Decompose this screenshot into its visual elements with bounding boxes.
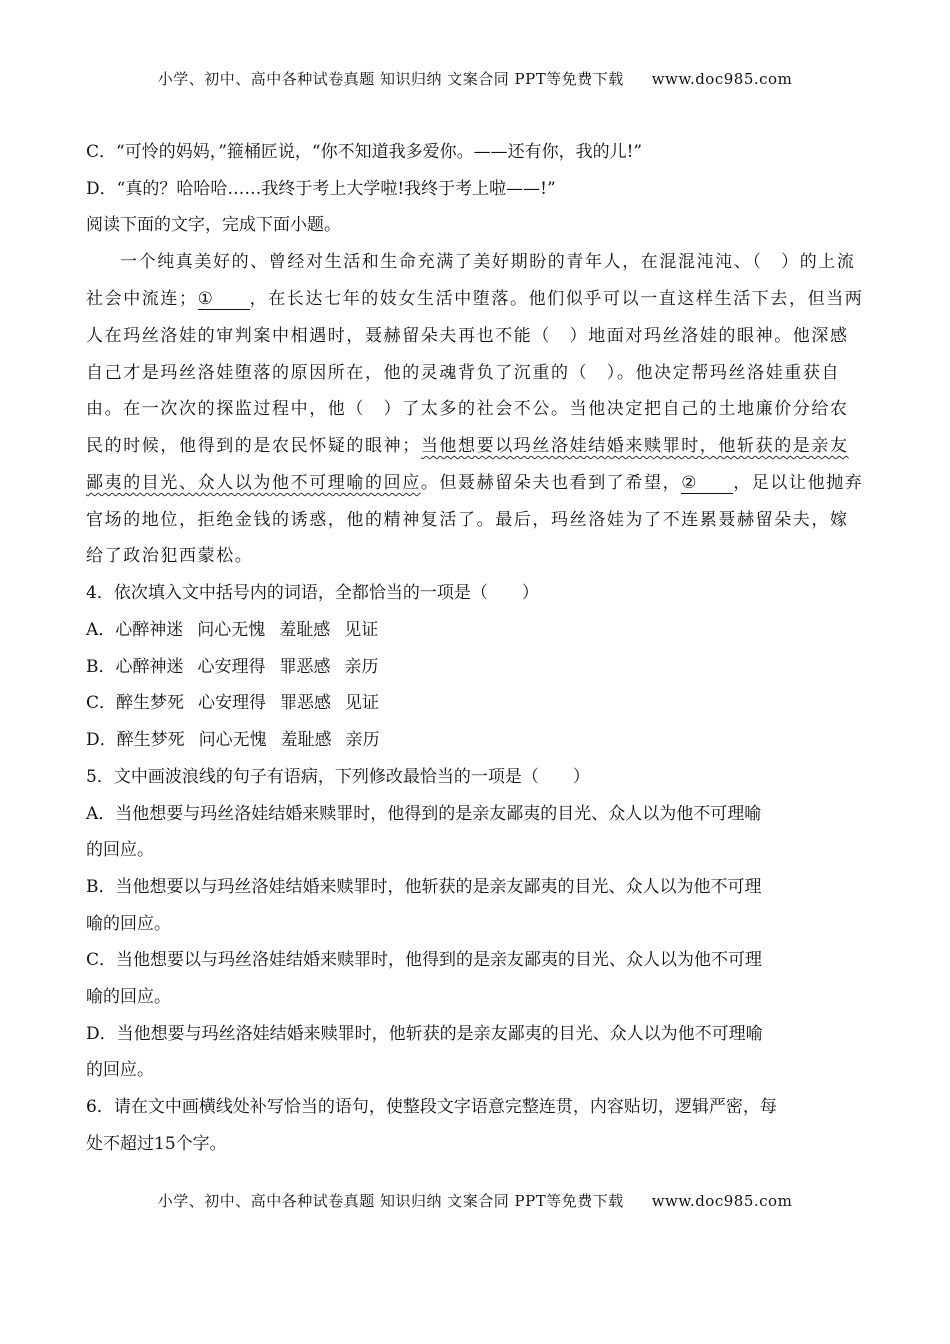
passage-part-3: 。但聂赫留朵夫也看到了希望， xyxy=(420,472,682,493)
q4-option-c xyxy=(86,685,866,722)
option-word: 心安理得 xyxy=(198,693,267,714)
option-word: 羞耻感 xyxy=(280,730,332,751)
document-body xyxy=(86,134,866,1163)
blank-2: ② xyxy=(681,473,733,494)
option-word: 心醉神迷 xyxy=(115,656,184,677)
option-word: 罪恶感 xyxy=(279,656,331,677)
q5-option-a-line2: 的回应。 xyxy=(86,840,154,861)
q4-option-a xyxy=(86,612,866,649)
q4-option-d xyxy=(86,722,866,759)
page-footer xyxy=(0,1190,950,1211)
footer-url[interactable]: www.doc985.com xyxy=(651,1192,793,1210)
q4-option-b xyxy=(86,649,866,686)
option-word: 亲历 xyxy=(345,730,380,751)
option-label: B． xyxy=(86,656,116,677)
option-word: 醉生梦死 xyxy=(116,730,185,751)
option-word: 心安理得 xyxy=(197,656,266,677)
option-word: 见证 xyxy=(344,619,379,640)
option-word: 心醉神迷 xyxy=(115,619,184,640)
footer-text: 小学、初中、高中各种试卷真题 知识归纳 文案合同 PPT等免费下载 xyxy=(157,1192,624,1210)
q5-option-c-line2: 喻的回应。 xyxy=(86,987,171,1008)
q5-option-a-line1: A．当他想要与玛丝洛娃结婚来赎罪时，他得到的是亲友鄙夷的目光、众人以为他不可理喻 xyxy=(86,803,762,824)
q6-stem-line1: 6．请在文中画横线处补写恰当的语句，使整段文字语意完整连贯，内容贴切，逻辑严密，每 xyxy=(86,1097,777,1118)
option-word: 罪恶感 xyxy=(280,693,332,714)
option-word: 醉生梦死 xyxy=(116,693,185,714)
option-word: 羞耻感 xyxy=(279,619,331,640)
option-label: C． xyxy=(86,693,117,714)
passage-part-2: ，在长达七年的妓女生活中堕落。他们似乎可以一直这样生活下去，但当两人在玛丝洛娃的审判案中相遇时，聂赫留朵夫再也不能（ ）地面对玛丝洛娃的眼神。他深感自己才是玛丝洛娃堕落的原因所在，他的灵魂背负了沉重的（ ）。他决定帮玛丝洛娃重获自由。在一次次的探监过程中，他（ ）了太多的社会不公。当他决定把自己的土地廉价分给农民的时候，他得到的是农民怀疑的眼神； xyxy=(86,288,864,457)
reading-passage xyxy=(86,244,866,575)
q5-option-d-line2: 的回应。 xyxy=(86,1060,154,1081)
page-header xyxy=(0,68,950,89)
q5-option-c-line1: C．当他想要以与玛丝洛娃结婚来赎罪时，他得到的是亲友鄙夷的目光、众人以为他不可理 xyxy=(86,950,763,971)
option-label: A． xyxy=(86,619,116,640)
option-label: D． xyxy=(86,730,117,751)
option-word: 问心无愧 xyxy=(197,619,266,640)
q5-option-b-line1: B．当他想要以与玛丝洛娃结婚来赎罪时，他斩获的是亲友鄙夷的目光、众人以为他不可理 xyxy=(86,876,762,897)
option-word: 亲历 xyxy=(344,656,379,677)
wavy-sentence: 当他想要以玛丝洛娃结婚来赎罪时，他斩获的是亲友鄙夷的目光、众人以为他不可理喻的回应 xyxy=(86,436,849,493)
reading-instruction: 阅读下面的文字，完成下面小题。 xyxy=(86,215,341,236)
header-url[interactable]: www.doc985.com xyxy=(651,70,793,88)
q5-option-d-line1: D．当他想要与玛丝洛娃结婚来赎罪时，他斩获的是亲友鄙夷的目光、众人以为他不可理喻 xyxy=(86,1023,763,1044)
q6-stem-line2: 处不超过15个字。 xyxy=(86,1133,227,1154)
q5-stem: 5．文中画波浪线的句子有语病，下列修改最恰当的一项是（ ） xyxy=(86,766,590,787)
header-text: 小学、初中、高中各种试卷真题 知识归纳 文案合同 PPT等免费下载 xyxy=(157,70,624,88)
prev-option-c: C．“可怜的妈妈，”箍桶匠说，“你不知道我多爱你。——还有你，我的儿!” xyxy=(86,142,643,162)
option-word: 问心无愧 xyxy=(198,730,267,751)
q4-stem: 4．依次填入文中括号内的词语，全都恰当的一项是（ ） xyxy=(86,583,539,604)
prev-option-d: D．“真的？哈哈哈……我终于考上大学啦!我终于考上啦——!” xyxy=(86,178,556,199)
passage-part-1: 一个纯真美好的、曾经对生活和生命充满了美好期盼的青年人，在混混沌沌、（ ）的上流社会中流连； xyxy=(86,252,856,309)
passage-part-4: ，足以让他抛弃官场的地位，拒绝金钱的诱惑，他的精神复活了。最后，玛丝洛娃为了不连累聂赫留朵夫，嫁给了政治犯西蒙松。 xyxy=(86,472,864,567)
option-word: 见证 xyxy=(345,693,380,714)
blank-1: ① xyxy=(198,289,250,310)
q5-option-b-line2: 喻的回应。 xyxy=(86,913,171,934)
